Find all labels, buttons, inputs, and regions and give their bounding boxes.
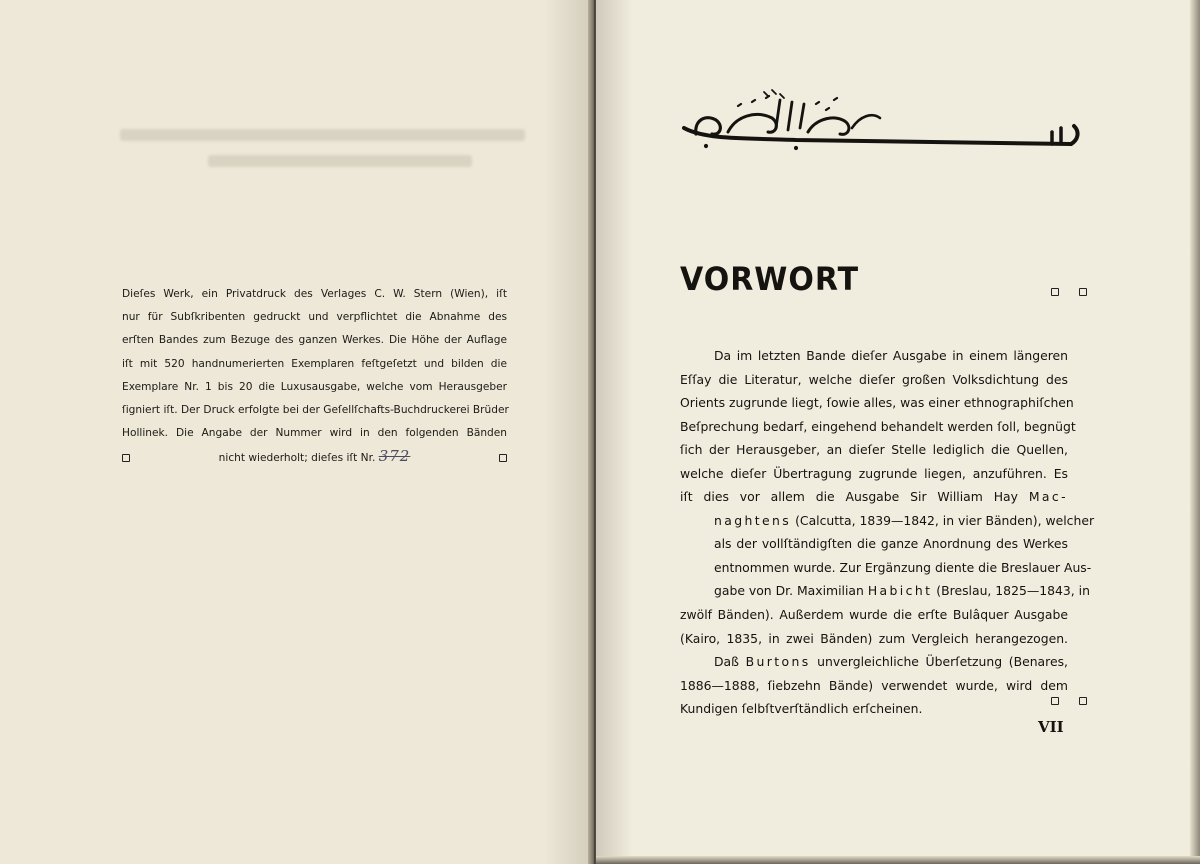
foreword-line: ſich der Herausgeber, an dieſer Stelle lediglich die Quellen, — [680, 442, 1068, 458]
page-title: VORWORT — [680, 260, 860, 299]
handwritten-copy-number: 372 — [378, 447, 411, 466]
spaced-name: Mac- — [1028, 489, 1068, 505]
notice-last-words: nicht wiederholt; dieſes iſt Nr. — [218, 452, 376, 465]
foreword-line: Kundigen ſelbſtverſtändlich erſcheinen. — [680, 701, 923, 717]
ornament-square-icon — [499, 454, 507, 462]
edition-notice — [122, 283, 507, 471]
foreword-line: Daß Burtons unvergleichliche Überſetzung (Benares, — [714, 654, 1068, 670]
basmala-calligraphy-icon — [676, 88, 1086, 160]
foreword-line: Eſſay die Literatur, welche dieſer großen Volksdichtung des — [680, 371, 1068, 387]
foreword-line: Da im letzten Bande dieſer Ausgabe in einem längeren — [714, 348, 1068, 363]
foreword-line: gabe von Dr. Maximilian Habicht (Breslau, 1825—1843, in — [714, 583, 1090, 599]
spaced-name: naghtens — [714, 512, 792, 528]
notice-last-text — [219, 445, 411, 470]
ornament-square-icon — [1051, 288, 1059, 296]
notice-line: iſt mit 520 handnumerierten Exemplaren feſtgeſetzt und bilden die — [122, 357, 507, 370]
page-edge-right — [1190, 0, 1200, 864]
foreword-line: Orients zugrunde liegt, ſowie alles, was einer ethnographiſchen — [680, 395, 1074, 411]
notice-line: Dieſes Werk, ein Privatdruck des Verlages C. W. Stern (Wien), iſt — [122, 288, 507, 300]
foreword-body — [680, 344, 1095, 721]
notice-last-line — [122, 445, 507, 470]
left-page — [0, 0, 592, 864]
ornament-square-icon — [1079, 697, 1087, 705]
foreword-line: entnommen wurde. Zur Ergänzung diente die Breslauer Aus- — [714, 559, 1092, 575]
foreword-line: welche dieſer Übertragung zugrunde liegen, anzuführen. Es — [680, 465, 1068, 481]
spaced-name: Habicht — [867, 583, 933, 599]
foreword-line: iſt dies vor allem die Ausgabe Sir William Hay Mac- — [680, 489, 1068, 505]
ornament-squares-top — [1036, 281, 1087, 300]
ornament-squares-bottom — [1036, 690, 1087, 709]
ornament-square-icon — [1079, 288, 1087, 296]
notice-line: Exemplare Nr. 1 bis 20 die Luxusausgabe, welche vom Herausgeber — [122, 380, 507, 393]
foreword-line: Beſprechung bedarf, eingehend behandelt werden ſoll, begnügt — [680, 418, 1076, 434]
foreword-line: (Kairo, 1835, in zwei Bänden) zum Vergleich herangezogen. — [680, 630, 1068, 646]
notice-line: ſigniert iſt. Der Druck erfolgte bei der Geſellſchafts-Buchdruckerei Brüder — [122, 403, 509, 416]
notice-line: erſten Bandes zum Bezuge des ganzen Werkes. Die Höhe der Auflage — [122, 334, 507, 347]
ornament-square-icon — [1051, 697, 1059, 705]
page-number: VII — [1038, 718, 1064, 736]
notice-line: Hollinek. Die Angabe der Nummer wird in den folgenden Bänden — [122, 427, 507, 440]
foreword-line: als der vollſtändigſten die ganze Anordnung des Werkes — [714, 536, 1068, 552]
show-through-ghost-text — [120, 115, 560, 235]
notice-line: nur für Subſkribenten gedruckt und verpflichtet die Abnahme des — [122, 311, 507, 324]
spaced-name: Burtons — [745, 654, 811, 670]
foreword-line: 1886—1888, ſiebzehn Bände) verwendet wurde, wird dem — [680, 677, 1068, 693]
ornament-square-icon — [122, 454, 130, 462]
foreword-line: naghtens (Calcutta, 1839—1842, in vier Bänden), welcher — [714, 512, 1095, 528]
page-edge-bottom — [596, 856, 1200, 864]
foreword-line: zwölf Bänden). Außerdem wurde die erſte Bulâquer Ausgabe — [680, 607, 1068, 623]
